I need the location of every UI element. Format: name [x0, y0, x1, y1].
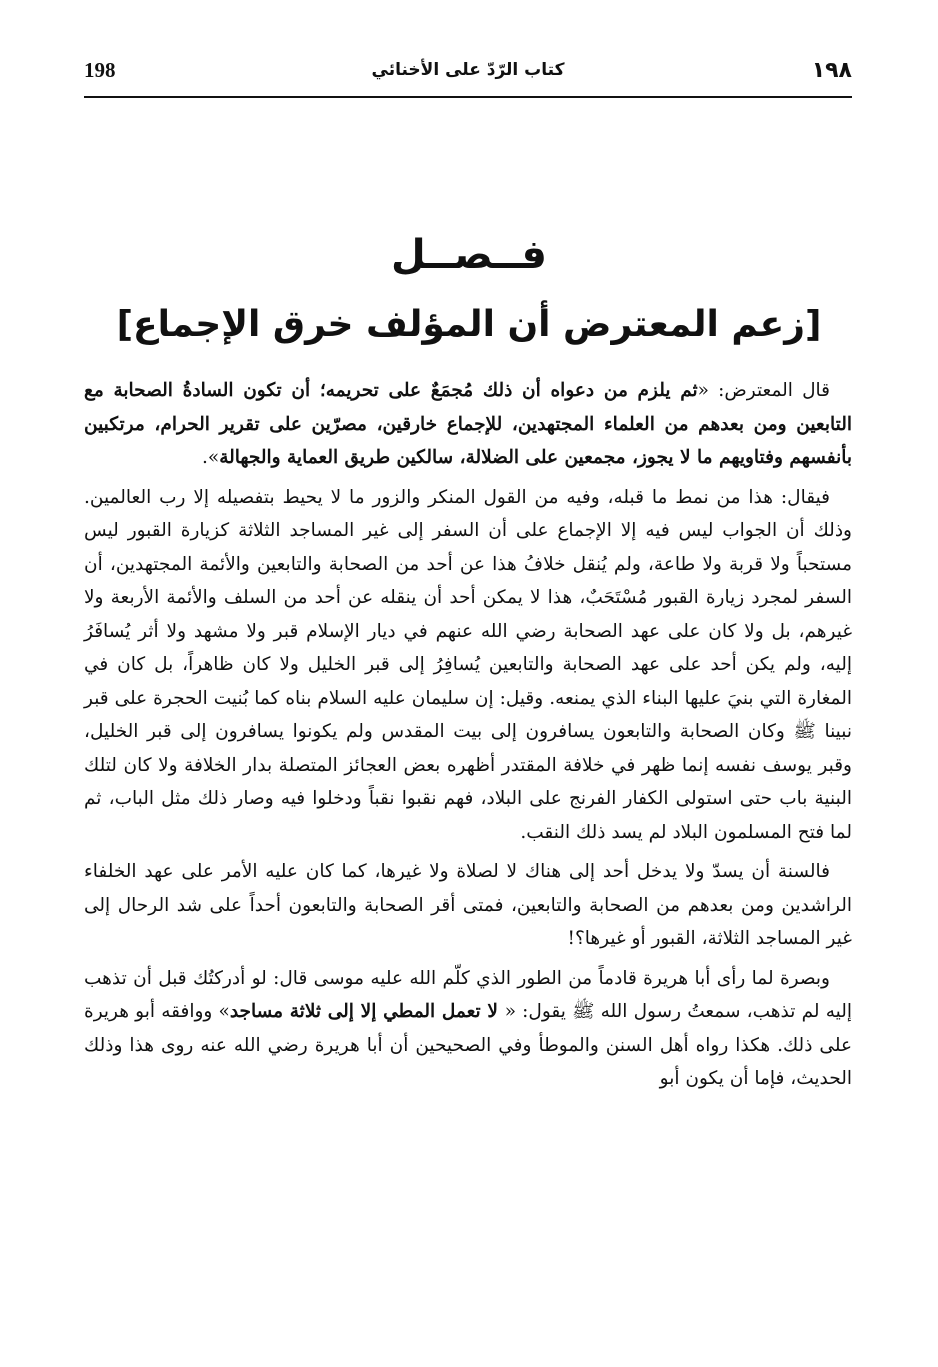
running-title: كتاب الرّدّ على الأخنائي [371, 60, 565, 80]
objection-close: ». [202, 447, 220, 468]
objection-intro: قال المعترض: « [697, 380, 830, 401]
basra-intro: وبصرة لما رأى أبا هريرة قادماً من الطور الذي كلّم الله عليه موسى قال: لو أدركتُك قبل أن تذهب إليه لم تذهب، سمعتُ رسول الله ﷺ يقول: « [84, 967, 852, 1022]
paragraph-sunnah: فالسنة أن يسدّ ولا يدخل أحد إلى هناك لا لصلاة ولا غيرها، كما كان عليه الأمر على عهد الخلفاء الراشدين ومن بعدهم من الصحابة والتابعين، فمتى أقر الصحابة والتابعون أحداً على شد الرحال إلى غير المساجد الثلاثة، القبور أو غيرها؟! [84, 861, 852, 949]
hadith-quote: لا تعمل المطي إلا إلى ثلاثة مساجد [229, 1001, 505, 1022]
page-number-latin: 198 [84, 58, 116, 82]
running-header [84, 56, 852, 98]
paragraph-response: فيقال: هذا من نمط ما قبله، وفيه من القول المنكر والزور ما لا يحيط بتفصيله إلا رب العالمين. وذلك أن الجواب ليس فيه إلا الإجماع على أن السفر إلى غير المساجد الثلاثة كزيارة القبور ليس مستحباً ولا قربة ولا طاعة، ولم يُنقل خلافُ هذا عن أحد من الصحابة والتابعين والأئمة المجتهدين، أن السفر لمجرد زيارة القبور مُسْتَحَبٌ، هذا لا يمكن أحد أن ينقله عن أحد من السلف والأئمة الأربعة ولا غيرهم، بل ولا كان على عهد الصحابة رضي الله عنهم في ديار الإسلام قبر ولا مشهد ولا أثر يُسافَرُ إليه، ولم يكن أحد على عهد الصحابة والتابعين يُسافِرُ إلى قبر الخليل ولا كان ظاهراً، بل كان في المغارة التي بنيَ عليها البناء الذي يمنعه. وقيل: إن سليمان عليه السلام بناه كما بُنيت الحجرة على قبر نبينا ﷺ وكان الصحابة والتابعون يسافرون إلى بيت المقدس ولم يكونوا يسافرون إلى قبر الخليل، وقبر يوسف نفسه إنما ظهر في خلافة المقتدر أظهره بعض العجائز المتصلة بدار الخلافة ولا كان لتلك البنية باب حتى استولى الكفار الفرنج على البلاد، فهم نقبوا نقباً ودخلوا فيه وصار ذلك مثل الباب، ثم لما فتح المسلمون البلاد لم يسد ذلك النقب. [84, 486, 852, 843]
objection-quote: ثم يلزم من دعواه أن ذلك مُجمَعٌ على تحريمه؛ أن تكون السادةُ الصحابة مع التابعين ومن بعدهم من العلماء المجتهدين، للإجماع خارقين، مصرّين على تقرير الحرام، مرتكبين بأنفسهم وفتاويهم ما لا يجوز، مجمعين على الضلالة، سالكين طريق العماية والجهالة [84, 380, 852, 468]
chapter-title: [زعم المعترض أن المؤلف خرق الإجماع] [116, 304, 822, 345]
page-number-arabic: ١٩٨ [811, 58, 852, 83]
paragraph-objection [84, 374, 852, 475]
body-text [84, 374, 852, 1102]
basra-continuation: » ووافقه أبو هريرة على ذلك. هكذا رواه أهل السنن والموطأ وفي الصحيحين أن أبا هريرة رضي الله عنه روى هذا وذلك الحديث، فإما أن يكون أبو [84, 1001, 852, 1089]
section-label: فــصــل [391, 232, 547, 278]
paragraph-basra [84, 962, 852, 1096]
